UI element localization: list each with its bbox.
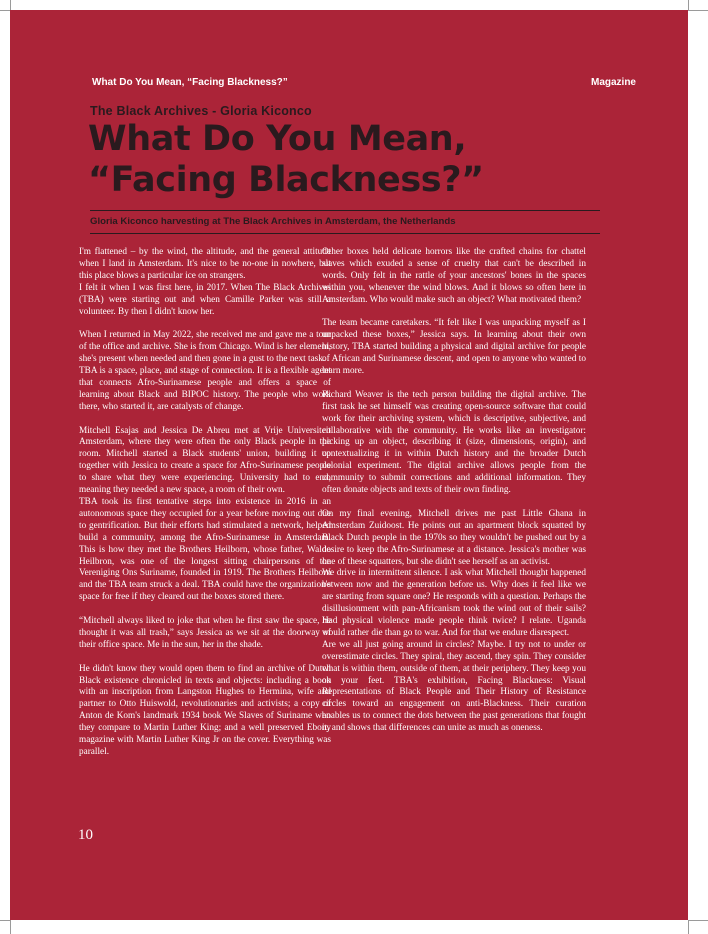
article-title [88,119,608,201]
paragraph: The team became caretakers. “It felt like I was unpacking myself as I unpacked these boxes,” Jessica says. In learning about their own history, TBA started building a physical and digital archive for people of African and Surinamese descent, and open to anyone who wanted to learn more. [322,318,586,377]
paragraph: We drive in intermittent silence. I ask what Mitchell thought happened between now and the generation before us. Why does it feel like we are starting from square one? He responds with a question. Perhaps the disillusionment with pan-Africanism took the wind out of their sails? Had physical violence made people think twice? I relate. Uganda would rather die than go to war. And for that we endure disrespect. [322,568,586,638]
paragraph: TBA took its first tentative steps into existence in 2016 in an autonomous space they occupied for a year before moving out due to gentrification. But their efforts had stimulated a network, helped build a community, among the Afro-Surinamese in Amsterdam. This is how they met the Brothers Heilborn, whose father, Waldo Heilbron, was one of the longest sitting chairpersons of the Vereniging Ons Suriname, founded in 1919. The Brothers Heilborn and the TBA team struck a deal. TBA could have the organization's space for free if they cleared out the boxes stored there. [79,497,331,603]
paragraph: Other boxes held delicate horrors like the crafted chains for chattel slaves which exuded a sense of cruelty that can't be described in words. Only felt in the rattle of your ancestors' bones in the spaces within you, whenever the wind blows. And it blows so often here in Amsterdam. Who would make such an object? What motivated them? [322,247,586,305]
paragraph: Richard Weaver is the tech person building the digital archive. The first task he set himself was creating open-source software that could work for their archiving system, which is descriptive, subjective, and collaborative with the community. He works like an investigator: picking up an object, describing it (size, dimensions, origin), and contextualizing it in within Dutch history and the broader Dutch colonial experiment. The digital archive allows people from the community to submit corrections and additional information. They often donate objects and texts of their own finding. [322,389,586,496]
paragraph: I felt it when I was first here, in 2017. When The Black Archives (TBA) were starting out and when Camille Parker was still a volunteer. By then I didn't know her. [79,282,331,317]
crop-mark [10,920,11,934]
article-kicker: The Black Archives - Gloria Kiconco [90,104,312,118]
page-number: 10 [78,827,93,843]
crop-mark [688,920,689,934]
crop-mark [0,10,10,11]
crop-mark [688,920,708,921]
paragraph: When I returned in May 2022, she received me and gave me a tour of the office and archive. She is from Chicago. Wind is her element, she's present when needed and then gone in a gust to the next task. [79,330,331,365]
article-title-line: “Facing Blackness?” [88,160,484,200]
divider-bottom [90,233,600,234]
paragraph: Are we all just going around in circles? Maybe. I try not to under or overestimate circles. They spiral, they ascend, they spin. They consider what is within them, outside of them, at their periphery. They keep you on your feet. TBA's exhibition, Facing Blackness: Visual Representations of Black People and Their History of Resistance circles toward an engagement on anti-Blackness. Their curation enables us to connect the dots between the past generations that fought it, and shows that differences can unite as much as oneness. [322,639,586,734]
crop-mark [10,0,11,10]
article-subtitle: Gloria Kiconco harvesting at The Black Archives in Amsterdam, the Netherlands [90,216,456,227]
running-head-section: Magazine [590,77,636,88]
crop-mark [0,920,10,921]
crop-mark [688,10,708,11]
paragraph: “Mitchell always liked to joke that when he first saw the space, he thought it was all trash,” says Jessica as we sit at the doorway of their office space. Me in the sun, her in the shade. [79,616,331,650]
running-head [92,77,636,88]
article-title-line: What Do You Mean, [88,119,467,159]
divider-top [90,210,600,211]
running-head-title: What Do You Mean, “Facing Blackness?” [92,77,288,88]
right-column [322,247,586,747]
paragraph: I'm flattened – by the wind, the altitude, and the general attitude when I land in Amsterdam. It's nice to be no-one in nowhere, but this place blows a particular ice on strangers. [79,247,331,281]
crop-mark [688,0,689,10]
paragraph: On my final evening, Mitchell drives me past Little Ghana in Amsterdam Zuidoost. He points out an apartment block squatted by Black Dutch people in the 1970s so they wouldn't be pushed out by a desire to keep the Afro-Surinamese at a distance. Jessica's mother was one of these squatters, but she didn't see herself as an activist. [322,508,586,567]
paragraph: TBA is a space, place, and stage of connection. It is a flexible agent that connects Afro-Surinamese people and offers a space of learning about Black and BIPOC history. The people who work there, who started it, are catalysts of change. [79,366,331,412]
left-column [79,247,331,771]
paragraph: He didn't know they would open them to find an archive of Dutch Black existence chronicled in texts and objects: including a book with an inscription from Langston Hughes to Hermina, wife and partner to Otto Huiswold, revolutionaries and activists; a copy of Anton de Kom's landmark 1934 book We Slaves of Suriname who they compare to Martin Luther King; and a well preserved Ebony magazine with Martin Luther King Jr on the cover. Everything was parallel. [79,663,331,757]
paragraph: Mitchell Esajas and Jessica De Abreu met at Vrije Universiteit Amsterdam, where they were often the only Black people in the room. Mitchell started a Black students' union, building it up together with Jessica to create a space for Afro-Surinamese people to share what they were experiencing. University had to end, meaning they needed a new space, a room of their own. [79,425,331,496]
